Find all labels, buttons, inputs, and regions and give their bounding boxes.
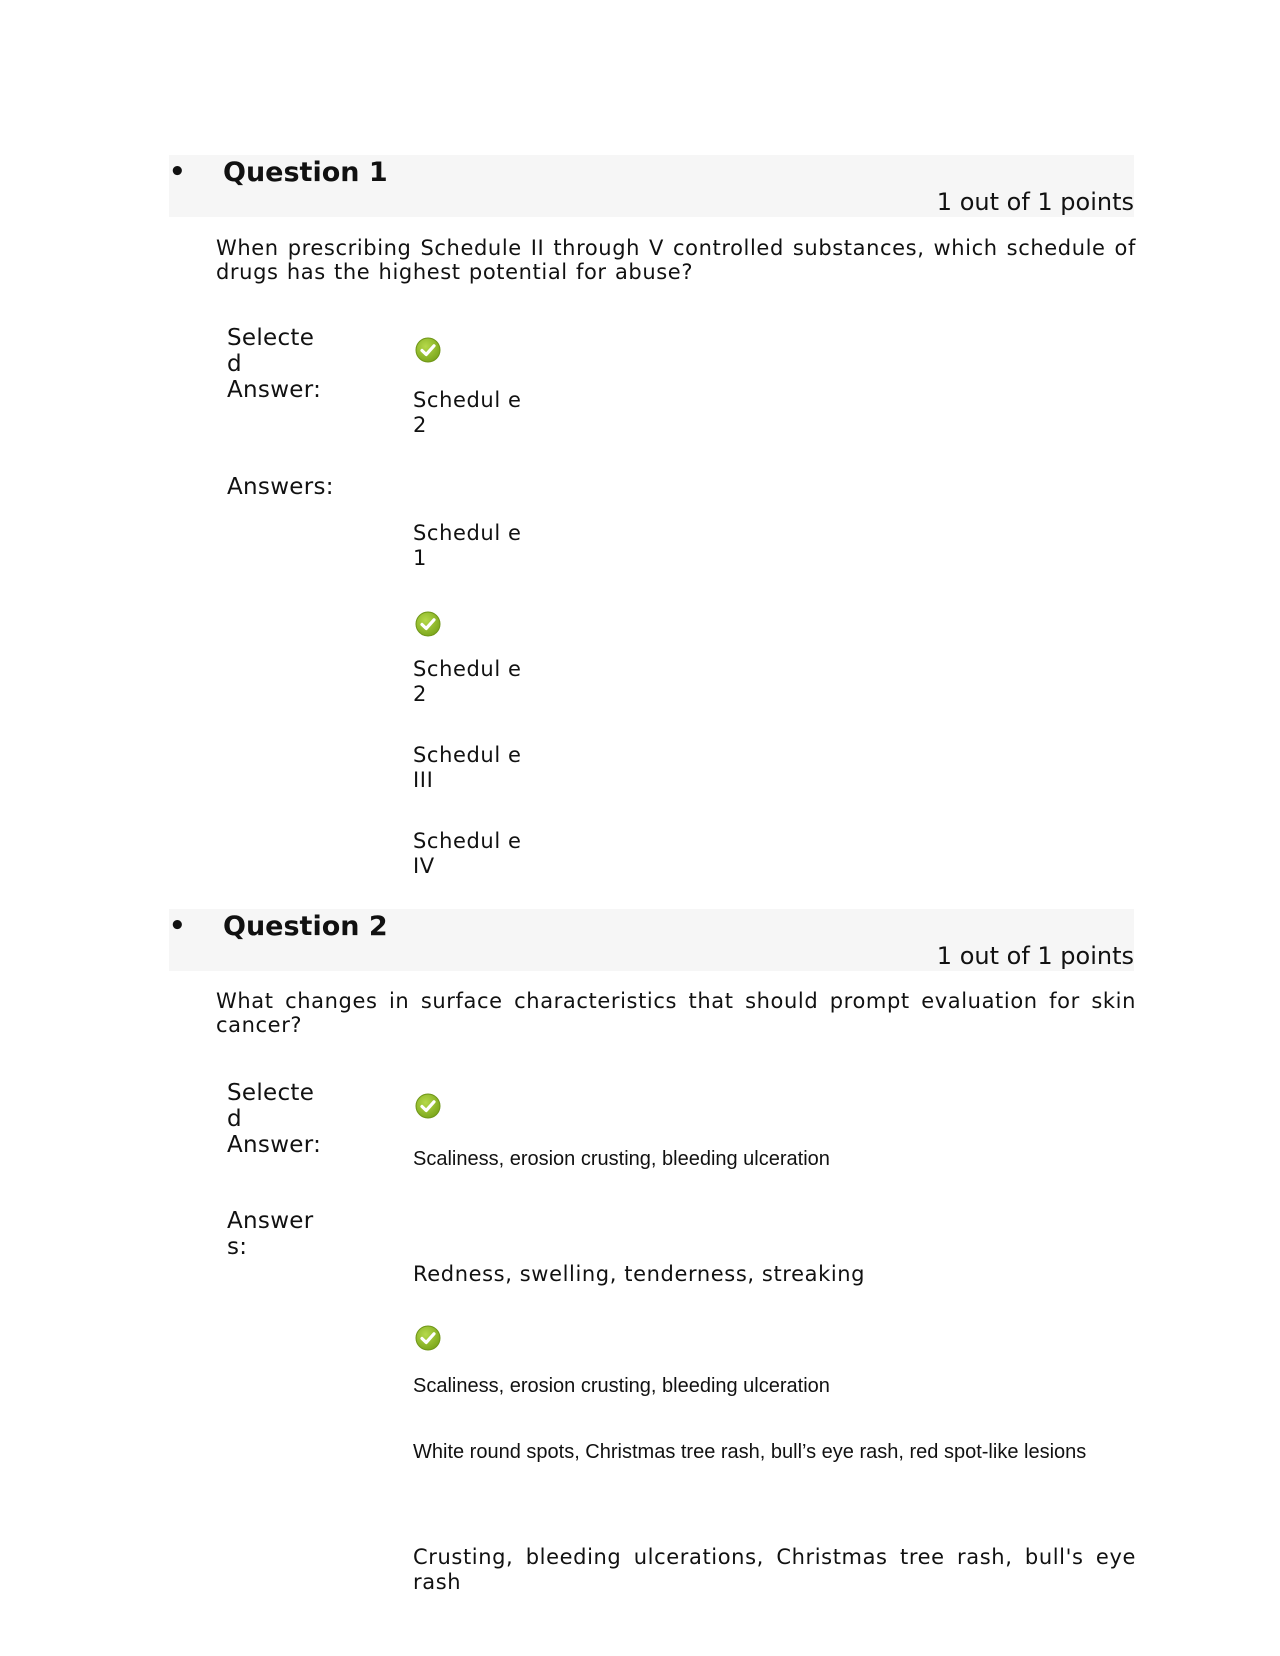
- question-2-answer-4: Crusting, bleeding ulcerations, Christmas tree rash, bull's eye rash: [413, 1545, 1136, 1594]
- question-1-answers-label: Answers:: [227, 474, 334, 500]
- question-1-header: [169, 155, 1134, 217]
- check-circle-icon: [415, 611, 441, 637]
- question-2-text: What changes in surface characteristics that should prompt evaluation for skin cancer?: [216, 989, 1136, 1037]
- question-2-selected-answer: Scaliness, erosion crusting, bleeding ulceration: [413, 1148, 830, 1170]
- question-2-points: 1 out of 1 points: [936, 942, 1134, 970]
- question-2-header: [169, 909, 1134, 971]
- question-1-answer-3: Schedul e III: [413, 743, 522, 792]
- question-1-answer-2: Schedul e 2: [413, 657, 522, 706]
- question-1-selected-answer: Schedul e 2: [413, 388, 522, 437]
- bullet: •: [169, 911, 186, 941]
- bullet: •: [169, 157, 186, 187]
- question-2-answer-2: Scaliness, erosion crusting, bleeding ulceration: [413, 1375, 830, 1397]
- question-2-selected-label: Selecte d Answer:: [227, 1080, 322, 1158]
- question-1-title: Question 1: [223, 157, 388, 188]
- question-1-selected-label: Selecte d Answer:: [227, 325, 322, 403]
- check-circle-icon: [415, 1325, 441, 1351]
- question-1-answer-1: Schedul e 1: [413, 521, 522, 570]
- question-2-answers-label: Answer s:: [227, 1208, 314, 1260]
- question-1-text: When prescribing Schedule II through V controlled substances, which schedule of drugs has the highest potential for abuse?: [216, 236, 1136, 284]
- question-2-answer-1: Redness, swelling, tenderness, streaking: [413, 1262, 866, 1286]
- question-2-answer-3: White round spots, Christmas tree rash, bull’s eye rash, red spot-like lesions: [413, 1441, 1087, 1463]
- check-circle-icon: [415, 1093, 441, 1119]
- question-1-points: 1 out of 1 points: [936, 188, 1134, 216]
- check-circle-icon: [415, 337, 441, 363]
- question-1-answer-4: Schedul e IV: [413, 829, 522, 878]
- question-2-title: Question 2: [223, 911, 388, 942]
